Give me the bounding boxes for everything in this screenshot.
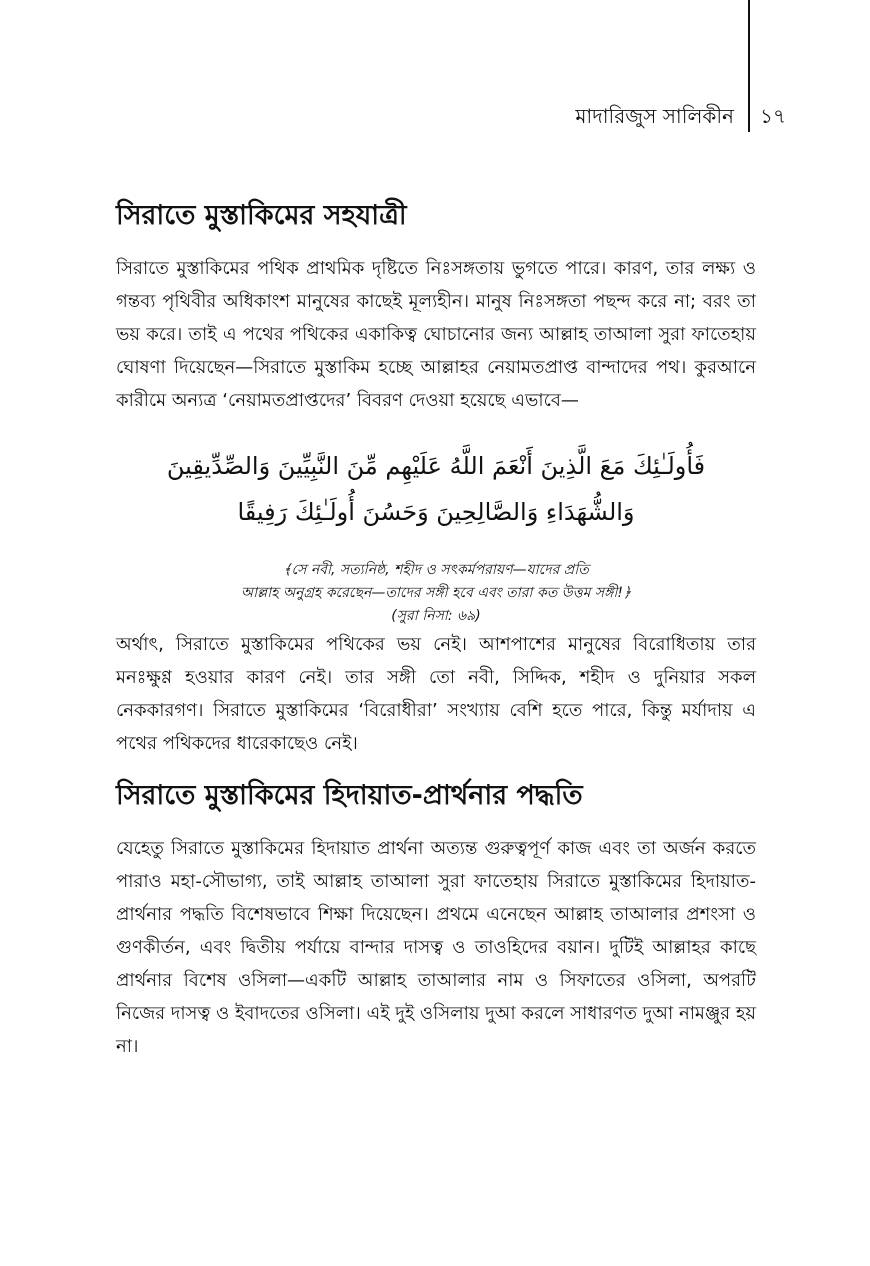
arabic-line-1: فَأُولَـٰئِكَ مَعَ الَّذِينَ أَنْعَمَ اللَّهُ عَلَيْهِم مِّنَ النَّبِيِّينَ وَالصِّدِّيقِينَ <box>166 452 706 480</box>
quran-verse-arabic <box>116 443 756 535</box>
page-number: ১৭ <box>760 104 786 128</box>
paragraph-explanation: অর্থাৎ, সিরাতে মুস্তাকিমের পথিকের ভয় নেই। আশপাশের মানুষের বিরোধিতায় তার মনঃক্ষুণ্ণ হওয়ার কারণ নেই। তার সঙ্গী তো নবী, সিদ্দিক, শহীদ ও দুনিয়ার সকল নেককারগণ। সিরাতে মুস্তাকিমের ‘বিরোধীরা’ সংখ্যায় বেশি হতে পারে, কিন্তু মর্যাদায় এ পথের পথিকদের ধারেকাছেও নেই। <box>116 634 756 754</box>
paragraph-intro: সিরাতে মুস্তাকিমের পথিক প্রাথমিক দৃষ্টিতে নিঃসঙ্গতায় ভুগতে পারে। কারণ, তার লক্ষ্য ও গন্তব্য পৃথিবীর অধিকাংশ মানুষের কাছেই মূল্যহীন। মানুষ নিঃসঙ্গতা পছন্দ করে না; বরং তা ভয় করে। তাই এ পথের পথিকের একাকিত্ব ঘোচানোর জন্য আল্লাহ তাআলা সুরা ফাতেহায় ঘোষণা দিয়েছেন—সিরাতে মুস্তাকিম হচ্ছে আল্লাহর নেয়ামতপ্রাপ্ত বান্দাদের পথ। কুরআনে কারীমে অন্যত্র ‘নেয়ামতপ্রাপ্তদের’ বিবরণ দেওয়া হয়েছে এভাবে— <box>116 258 756 411</box>
verse-reference: (সুরা নিসা: ৬৯) <box>391 608 481 624</box>
paragraph-method: যেহেতু সিরাতে মুস্তাকিমের হিদায়াত প্রার্থনা অত্যন্ত গুরুত্বপূর্ণ কাজ এবং তা অর্জন করতে পারাও মহা-সৌভাগ্য, তাই আল্লাহ তাআলা সুরা ফাতেহায় সিরাতে মুস্তাকিমের হিদায়াত-প্রার্থনার পদ্ধতি বিশেষভাবে শিক্ষা দিয়েছেন। প্রথমে এনেছেন আল্লাহ তাআলার প্রশংসা ও গুণকীর্তন, এবং দ্বিতীয় পর্যায়ে বান্দার দাসত্ব ও তাওহিদের বয়ান। দুটিই আল্লাহর কাছে প্রার্থনার বিশেষ ওসিলা—একটি আল্লাহ তাআলার নাম ও সিফাতের ওসিলা, অপরটি নিজের দাসত্ব ও ইবাদতের ওসিলা। এই দুই ওসিলায় দুআ করলে সাধারণত দুআ নামঞ্জুর হয় না। <box>116 838 756 1057</box>
section-heading-method: সিরাতে মুস্তাকিমের হিদায়াত-প্রার্থনার পদ্ধতি <box>116 780 583 811</box>
book-title: মাদারিজুস সালিকীন <box>575 104 734 128</box>
verse-translation <box>116 559 756 628</box>
section-heading-companions: সিরাতে মুস্তাকিমের সহযাত্রী <box>116 200 407 231</box>
translation-line-1: ﴾সে নবী, সত্যনিষ্ঠ, শহীদ ও সৎকর্মপরায়ণ—যাদের প্রতি <box>283 562 589 578</box>
arabic-line-2: وَالشُّهَدَاءِ وَالصَّالِحِينَ وَحَسُنَ أُولَـٰئِكَ رَفِيقًا <box>237 498 635 526</box>
page-content <box>116 190 756 1063</box>
translation-line-2: আল্লাহ অনুগ্রহ করেছেন—তাদের সঙ্গী হবে এবং তারা কত উত্তম সঙ্গী!﴿ <box>240 585 632 601</box>
running-header <box>0 100 870 132</box>
